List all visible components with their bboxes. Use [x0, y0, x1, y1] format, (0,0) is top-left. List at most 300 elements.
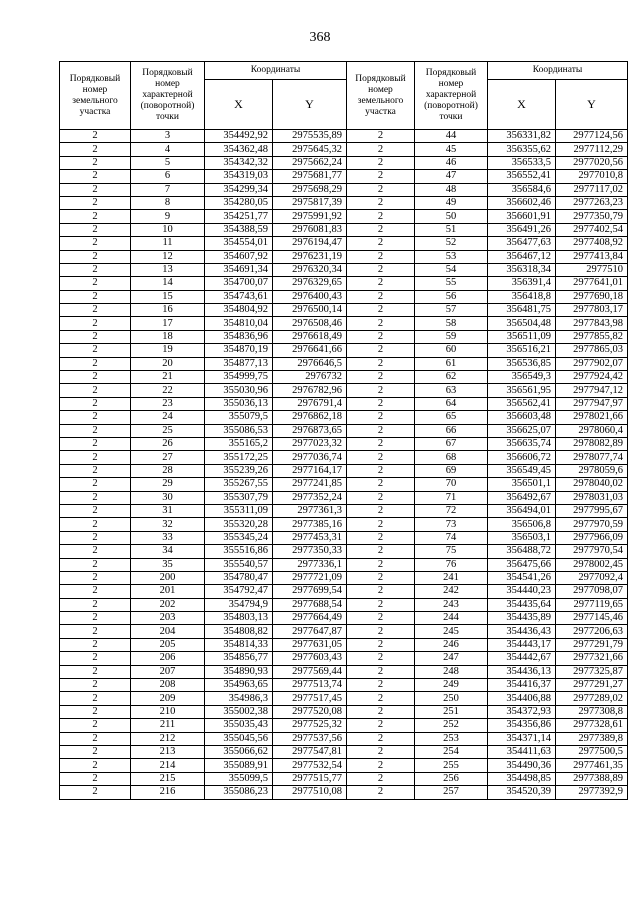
y-cell: 2977547,81	[273, 745, 347, 758]
table-row	[60, 384, 628, 397]
point-no-cell: 24	[131, 411, 205, 424]
y-cell: 2977241,85	[273, 478, 347, 491]
y-cell: 2977500,5	[556, 745, 628, 758]
point-no-cell: 48	[415, 183, 488, 196]
parcel-no-cell: 2	[347, 371, 415, 384]
x-cell: 354890,93	[205, 665, 273, 678]
point-no-cell: 254	[415, 745, 488, 758]
y-cell: 2975645,32	[273, 143, 347, 156]
parcel-no-cell: 2	[60, 130, 131, 143]
point-no-cell: 213	[131, 745, 205, 758]
y-cell: 2978059,6	[556, 464, 628, 477]
point-no-cell: 4	[131, 143, 205, 156]
y-cell: 2977036,74	[273, 451, 347, 464]
point-no-cell: 8	[131, 196, 205, 209]
parcel-no-cell: 2	[60, 638, 131, 651]
y-cell: 2977947,12	[556, 384, 628, 397]
parcel-no-cell: 2	[347, 625, 415, 638]
parcel-no-header-left: Порядковый номер земельного участка	[60, 62, 131, 130]
x-cell: 354356,86	[488, 719, 556, 732]
parcel-no-cell: 2	[347, 545, 415, 558]
table-row	[60, 679, 628, 692]
point-no-cell: 216	[131, 786, 205, 799]
y-cell: 2977408,92	[556, 237, 628, 250]
x-cell: 354371,14	[488, 732, 556, 745]
y-cell: 2976081,83	[273, 223, 347, 236]
parcel-no-cell: 2	[60, 478, 131, 491]
y-cell: 2977461,35	[556, 759, 628, 772]
point-no-cell: 25	[131, 424, 205, 437]
table-row	[60, 478, 628, 491]
y-cell: 2977647,87	[273, 625, 347, 638]
x-cell: 356504,48	[488, 317, 556, 330]
y-cell: 2977966,09	[556, 531, 628, 544]
y-cell: 2975991,92	[273, 210, 347, 223]
x-cell: 355086,53	[205, 424, 273, 437]
point-no-cell: 58	[415, 317, 488, 330]
point-no-cell: 60	[415, 344, 488, 357]
table-row	[60, 411, 628, 424]
point-no-cell: 251	[415, 705, 488, 718]
parcel-no-cell: 2	[60, 531, 131, 544]
table-row	[60, 692, 628, 705]
parcel-no-cell: 2	[60, 692, 131, 705]
y-cell: 2975681,77	[273, 170, 347, 183]
parcel-no-cell: 2	[60, 384, 131, 397]
y-cell: 2976320,34	[273, 263, 347, 276]
point-no-cell: 253	[415, 732, 488, 745]
x-cell: 356391,4	[488, 277, 556, 290]
y-cell: 2977117,02	[556, 183, 628, 196]
x-cell: 354436,43	[488, 625, 556, 638]
point-no-cell: 13	[131, 263, 205, 276]
x-cell: 354490,36	[488, 759, 556, 772]
parcel-no-cell: 2	[347, 304, 415, 317]
y-cell: 2977453,31	[273, 531, 347, 544]
point-no-cell: 212	[131, 732, 205, 745]
x-cell: 356533,5	[488, 156, 556, 169]
point-no-cell: 241	[415, 571, 488, 584]
point-no-cell: 61	[415, 357, 488, 370]
parcel-no-cell: 2	[347, 237, 415, 250]
parcel-no-cell: 2	[347, 210, 415, 223]
y-cell: 2978077,74	[556, 451, 628, 464]
parcel-no-cell: 2	[60, 772, 131, 785]
y-cell: 2977206,63	[556, 625, 628, 638]
parcel-no-cell: 2	[347, 290, 415, 303]
point-no-cell: 3	[131, 130, 205, 143]
x-cell: 354700,07	[205, 277, 273, 290]
y-cell: 2977699,54	[273, 585, 347, 598]
x-cell: 355079,5	[205, 411, 273, 424]
point-no-cell: 252	[415, 719, 488, 732]
x-cell: 355002,38	[205, 705, 273, 718]
x-cell: 356562,41	[488, 397, 556, 410]
y-cell: 2977112,29	[556, 143, 628, 156]
y-cell: 2977537,56	[273, 732, 347, 745]
table-row	[60, 170, 628, 183]
y-cell: 2977389,8	[556, 732, 628, 745]
point-no-cell: 10	[131, 223, 205, 236]
x-cell: 355086,23	[205, 786, 273, 799]
y-cell: 2977513,74	[273, 679, 347, 692]
y-cell: 2977517,45	[273, 692, 347, 705]
point-no-cell: 256	[415, 772, 488, 785]
parcel-no-cell: 2	[60, 143, 131, 156]
parcel-no-cell: 2	[60, 156, 131, 169]
x-cell: 354554,01	[205, 237, 273, 250]
point-no-cell: 46	[415, 156, 488, 169]
parcel-no-cell: 2	[347, 504, 415, 517]
point-no-cell: 45	[415, 143, 488, 156]
x-cell: 356355,62	[488, 143, 556, 156]
coordinates-header-left: Координаты	[205, 62, 347, 80]
parcel-no-cell: 2	[60, 250, 131, 263]
x-cell: 354870,19	[205, 344, 273, 357]
x-cell: 354804,92	[205, 304, 273, 317]
point-no-cell: 247	[415, 652, 488, 665]
table-row	[60, 250, 628, 263]
point-no-cell: 200	[131, 571, 205, 584]
table-row	[60, 571, 628, 584]
y-cell: 2977098,07	[556, 585, 628, 598]
y-cell: 2976646,5	[273, 357, 347, 370]
parcel-no-cell: 2	[347, 384, 415, 397]
point-no-cell: 23	[131, 397, 205, 410]
x-cell: 356477,63	[488, 237, 556, 250]
point-no-cell: 74	[415, 531, 488, 544]
x-cell: 355035,43	[205, 719, 273, 732]
parcel-no-cell: 2	[60, 304, 131, 317]
point-no-cell: 26	[131, 437, 205, 450]
coordinates-header-right: Координаты	[488, 62, 628, 80]
point-no-cell: 255	[415, 759, 488, 772]
y-cell: 2978040,02	[556, 478, 628, 491]
x-cell: 354814,33	[205, 638, 273, 651]
parcel-no-cell: 2	[347, 531, 415, 544]
y-cell: 2977023,32	[273, 437, 347, 450]
point-no-cell: 209	[131, 692, 205, 705]
point-no-cell: 59	[415, 330, 488, 343]
page-number: 368	[309, 30, 331, 45]
table-row	[60, 210, 628, 223]
x-cell: 354691,34	[205, 263, 273, 276]
table-row	[60, 558, 628, 571]
table-row	[60, 397, 628, 410]
parcel-no-cell: 2	[347, 759, 415, 772]
point-no-cell: 207	[131, 665, 205, 678]
parcel-no-cell: 2	[347, 571, 415, 584]
y-cell: 2977350,79	[556, 210, 628, 223]
point-no-cell: 56	[415, 290, 488, 303]
point-no-cell: 73	[415, 518, 488, 531]
point-no-cell: 6	[131, 170, 205, 183]
point-no-cell: 246	[415, 638, 488, 651]
x-cell: 354388,59	[205, 223, 273, 236]
x-cell: 354743,61	[205, 290, 273, 303]
x-cell: 356491,26	[488, 223, 556, 236]
x-cell: 356516,21	[488, 344, 556, 357]
point-no-cell: 208	[131, 679, 205, 692]
point-no-cell: 19	[131, 344, 205, 357]
x-cell: 354792,47	[205, 585, 273, 598]
y-cell: 2977385,16	[273, 518, 347, 531]
x-cell: 354963,65	[205, 679, 273, 692]
x-cell: 354411,63	[488, 745, 556, 758]
point-no-cell: 34	[131, 545, 205, 558]
parcel-no-cell: 2	[347, 451, 415, 464]
y-cell: 2977289,02	[556, 692, 628, 705]
y-cell: 2976782,96	[273, 384, 347, 397]
parcel-no-cell: 2	[347, 692, 415, 705]
point-no-cell: 15	[131, 290, 205, 303]
table-row	[60, 451, 628, 464]
y-cell: 2977690,18	[556, 290, 628, 303]
parcel-no-cell: 2	[60, 585, 131, 598]
parcel-no-cell: 2	[60, 598, 131, 611]
x-cell: 354856,77	[205, 652, 273, 665]
parcel-no-cell: 2	[60, 545, 131, 558]
x-cell: 354435,89	[488, 612, 556, 625]
point-no-cell: 210	[131, 705, 205, 718]
point-no-cell: 18	[131, 330, 205, 343]
y-cell: 2977603,43	[273, 652, 347, 665]
table-row	[60, 464, 628, 477]
table-row	[60, 371, 628, 384]
point-no-cell: 248	[415, 665, 488, 678]
table-row	[60, 638, 628, 651]
parcel-no-cell: 2	[60, 732, 131, 745]
coordinates-table	[59, 61, 628, 800]
table-row	[60, 304, 628, 317]
y-cell: 2977392,9	[556, 786, 628, 799]
parcel-no-cell: 2	[60, 277, 131, 290]
x-cell: 354541,26	[488, 571, 556, 584]
point-no-cell: 72	[415, 504, 488, 517]
y-cell: 2977902,07	[556, 357, 628, 370]
y-cell: 2978082,89	[556, 437, 628, 450]
parcel-no-header-right: Порядковый номер земельного участка	[347, 62, 415, 130]
point-no-header-left: Порядковый номер характерной (поворотной) точки	[131, 62, 205, 130]
y-cell: 2977291,79	[556, 638, 628, 651]
parcel-no-cell: 2	[347, 638, 415, 651]
table-row	[60, 357, 628, 370]
parcel-no-cell: 2	[60, 357, 131, 370]
x-cell: 356318,34	[488, 263, 556, 276]
y-cell: 2976329,65	[273, 277, 347, 290]
y-cell: 2977569,44	[273, 665, 347, 678]
parcel-no-cell: 2	[347, 170, 415, 183]
parcel-no-cell: 2	[60, 625, 131, 638]
point-no-cell: 17	[131, 317, 205, 330]
x-cell: 354498,85	[488, 772, 556, 785]
table-row	[60, 130, 628, 143]
parcel-no-cell: 2	[347, 344, 415, 357]
point-no-cell: 53	[415, 250, 488, 263]
y-cell: 2977402,54	[556, 223, 628, 236]
parcel-no-cell: 2	[347, 357, 415, 370]
x-cell: 356635,74	[488, 437, 556, 450]
point-no-cell: 14	[131, 277, 205, 290]
point-no-cell: 71	[415, 491, 488, 504]
point-no-cell: 55	[415, 277, 488, 290]
table-row	[60, 196, 628, 209]
point-no-cell: 62	[415, 371, 488, 384]
x-cell: 356503,1	[488, 531, 556, 544]
point-no-header-right: Порядковый номер характерной (поворотной) точки	[415, 62, 488, 130]
parcel-no-cell: 2	[60, 705, 131, 718]
point-no-cell: 242	[415, 585, 488, 598]
parcel-no-cell: 2	[60, 263, 131, 276]
table-row	[60, 545, 628, 558]
y-cell: 2977515,77	[273, 772, 347, 785]
y-cell: 2976400,43	[273, 290, 347, 303]
x-cell: 354607,92	[205, 250, 273, 263]
y-cell: 2978060,4	[556, 424, 628, 437]
y-cell: 2977119,65	[556, 598, 628, 611]
point-no-cell: 206	[131, 652, 205, 665]
table-row	[60, 772, 628, 785]
parcel-no-cell: 2	[347, 424, 415, 437]
point-no-cell: 69	[415, 464, 488, 477]
x-cell: 354440,23	[488, 585, 556, 598]
x-cell: 355165,2	[205, 437, 273, 450]
parcel-no-cell: 2	[347, 679, 415, 692]
point-no-cell: 65	[415, 411, 488, 424]
x-cell: 354810,04	[205, 317, 273, 330]
x-cell: 354794,9	[205, 598, 273, 611]
parcel-no-cell: 2	[347, 437, 415, 450]
y-cell: 2977843,98	[556, 317, 628, 330]
point-no-cell: 257	[415, 786, 488, 799]
point-no-cell: 211	[131, 719, 205, 732]
x-cell: 356511,09	[488, 330, 556, 343]
y-cell: 2977664,49	[273, 612, 347, 625]
y-cell: 2977995,67	[556, 504, 628, 517]
y-cell: 2977688,54	[273, 598, 347, 611]
y-cell: 2977350,33	[273, 545, 347, 558]
table-row	[60, 437, 628, 450]
x-cell: 354342,32	[205, 156, 273, 169]
parcel-no-cell: 2	[347, 263, 415, 276]
x-cell: 354877,13	[205, 357, 273, 370]
table-row	[60, 223, 628, 236]
y-cell: 2977325,87	[556, 665, 628, 678]
parcel-no-cell: 2	[347, 612, 415, 625]
table-row	[60, 317, 628, 330]
table-row	[60, 143, 628, 156]
parcel-no-cell: 2	[60, 518, 131, 531]
x-cell: 355066,62	[205, 745, 273, 758]
x-cell: 354280,05	[205, 196, 273, 209]
parcel-no-cell: 2	[347, 464, 415, 477]
x-cell: 354520,39	[488, 786, 556, 799]
x-cell: 354492,92	[205, 130, 273, 143]
parcel-no-cell: 2	[347, 397, 415, 410]
point-no-cell: 70	[415, 478, 488, 491]
y-cell: 2976500,14	[273, 304, 347, 317]
parcel-no-cell: 2	[347, 772, 415, 785]
table-row	[60, 518, 628, 531]
parcel-no-cell: 2	[347, 705, 415, 718]
x-cell: 355307,79	[205, 491, 273, 504]
x-cell: 356467,12	[488, 250, 556, 263]
point-no-cell: 11	[131, 237, 205, 250]
x-cell: 356549,3	[488, 371, 556, 384]
x-cell: 356501,1	[488, 478, 556, 491]
table-row	[60, 330, 628, 343]
y-cell: 2977865,03	[556, 344, 628, 357]
x-cell: 355540,57	[205, 558, 273, 571]
parcel-no-cell: 2	[347, 652, 415, 665]
parcel-no-cell: 2	[60, 170, 131, 183]
parcel-no-cell: 2	[60, 451, 131, 464]
table-row	[60, 424, 628, 437]
table-row	[60, 759, 628, 772]
point-no-cell: 67	[415, 437, 488, 450]
parcel-no-cell: 2	[347, 786, 415, 799]
table-row	[60, 344, 628, 357]
x-cell: 355267,55	[205, 478, 273, 491]
x-cell: 355239,26	[205, 464, 273, 477]
y-cell: 2975662,24	[273, 156, 347, 169]
table-row	[60, 585, 628, 598]
y-cell: 2978031,03	[556, 491, 628, 504]
table-row	[60, 277, 628, 290]
x-cell: 356536,85	[488, 357, 556, 370]
parcel-no-cell: 2	[347, 518, 415, 531]
table-row	[60, 290, 628, 303]
y-cell: 2975817,39	[273, 196, 347, 209]
table-row	[60, 665, 628, 678]
point-no-cell: 33	[131, 531, 205, 544]
y-cell: 2976791,4	[273, 397, 347, 410]
x-cell: 355089,91	[205, 759, 273, 772]
y-cell: 2977970,54	[556, 545, 628, 558]
x-cell: 356418,8	[488, 290, 556, 303]
x-cell: 354251,77	[205, 210, 273, 223]
y-cell: 2975698,29	[273, 183, 347, 196]
y-header-left: Y	[273, 80, 347, 130]
x-cell: 356601,91	[488, 210, 556, 223]
point-no-cell: 54	[415, 263, 488, 276]
point-no-cell: 64	[415, 397, 488, 410]
y-cell: 2977641,01	[556, 277, 628, 290]
parcel-no-cell: 2	[60, 183, 131, 196]
y-cell: 2976194,47	[273, 237, 347, 250]
parcel-no-cell: 2	[347, 665, 415, 678]
parcel-no-cell: 2	[347, 719, 415, 732]
y-cell: 2977970,59	[556, 518, 628, 531]
table-row	[60, 652, 628, 665]
x-cell: 356481,75	[488, 304, 556, 317]
parcel-no-cell: 2	[60, 237, 131, 250]
parcel-no-cell: 2	[347, 478, 415, 491]
point-no-cell: 66	[415, 424, 488, 437]
y-cell: 2977855,82	[556, 330, 628, 343]
parcel-no-cell: 2	[60, 504, 131, 517]
parcel-no-cell: 2	[60, 679, 131, 692]
y-cell: 2977924,42	[556, 371, 628, 384]
table-row	[60, 531, 628, 544]
x-cell: 355036,13	[205, 397, 273, 410]
parcel-no-cell: 2	[347, 732, 415, 745]
point-no-cell: 57	[415, 304, 488, 317]
point-no-cell: 205	[131, 638, 205, 651]
point-no-cell: 12	[131, 250, 205, 263]
y-cell: 2977388,89	[556, 772, 628, 785]
x-cell: 355030,96	[205, 384, 273, 397]
